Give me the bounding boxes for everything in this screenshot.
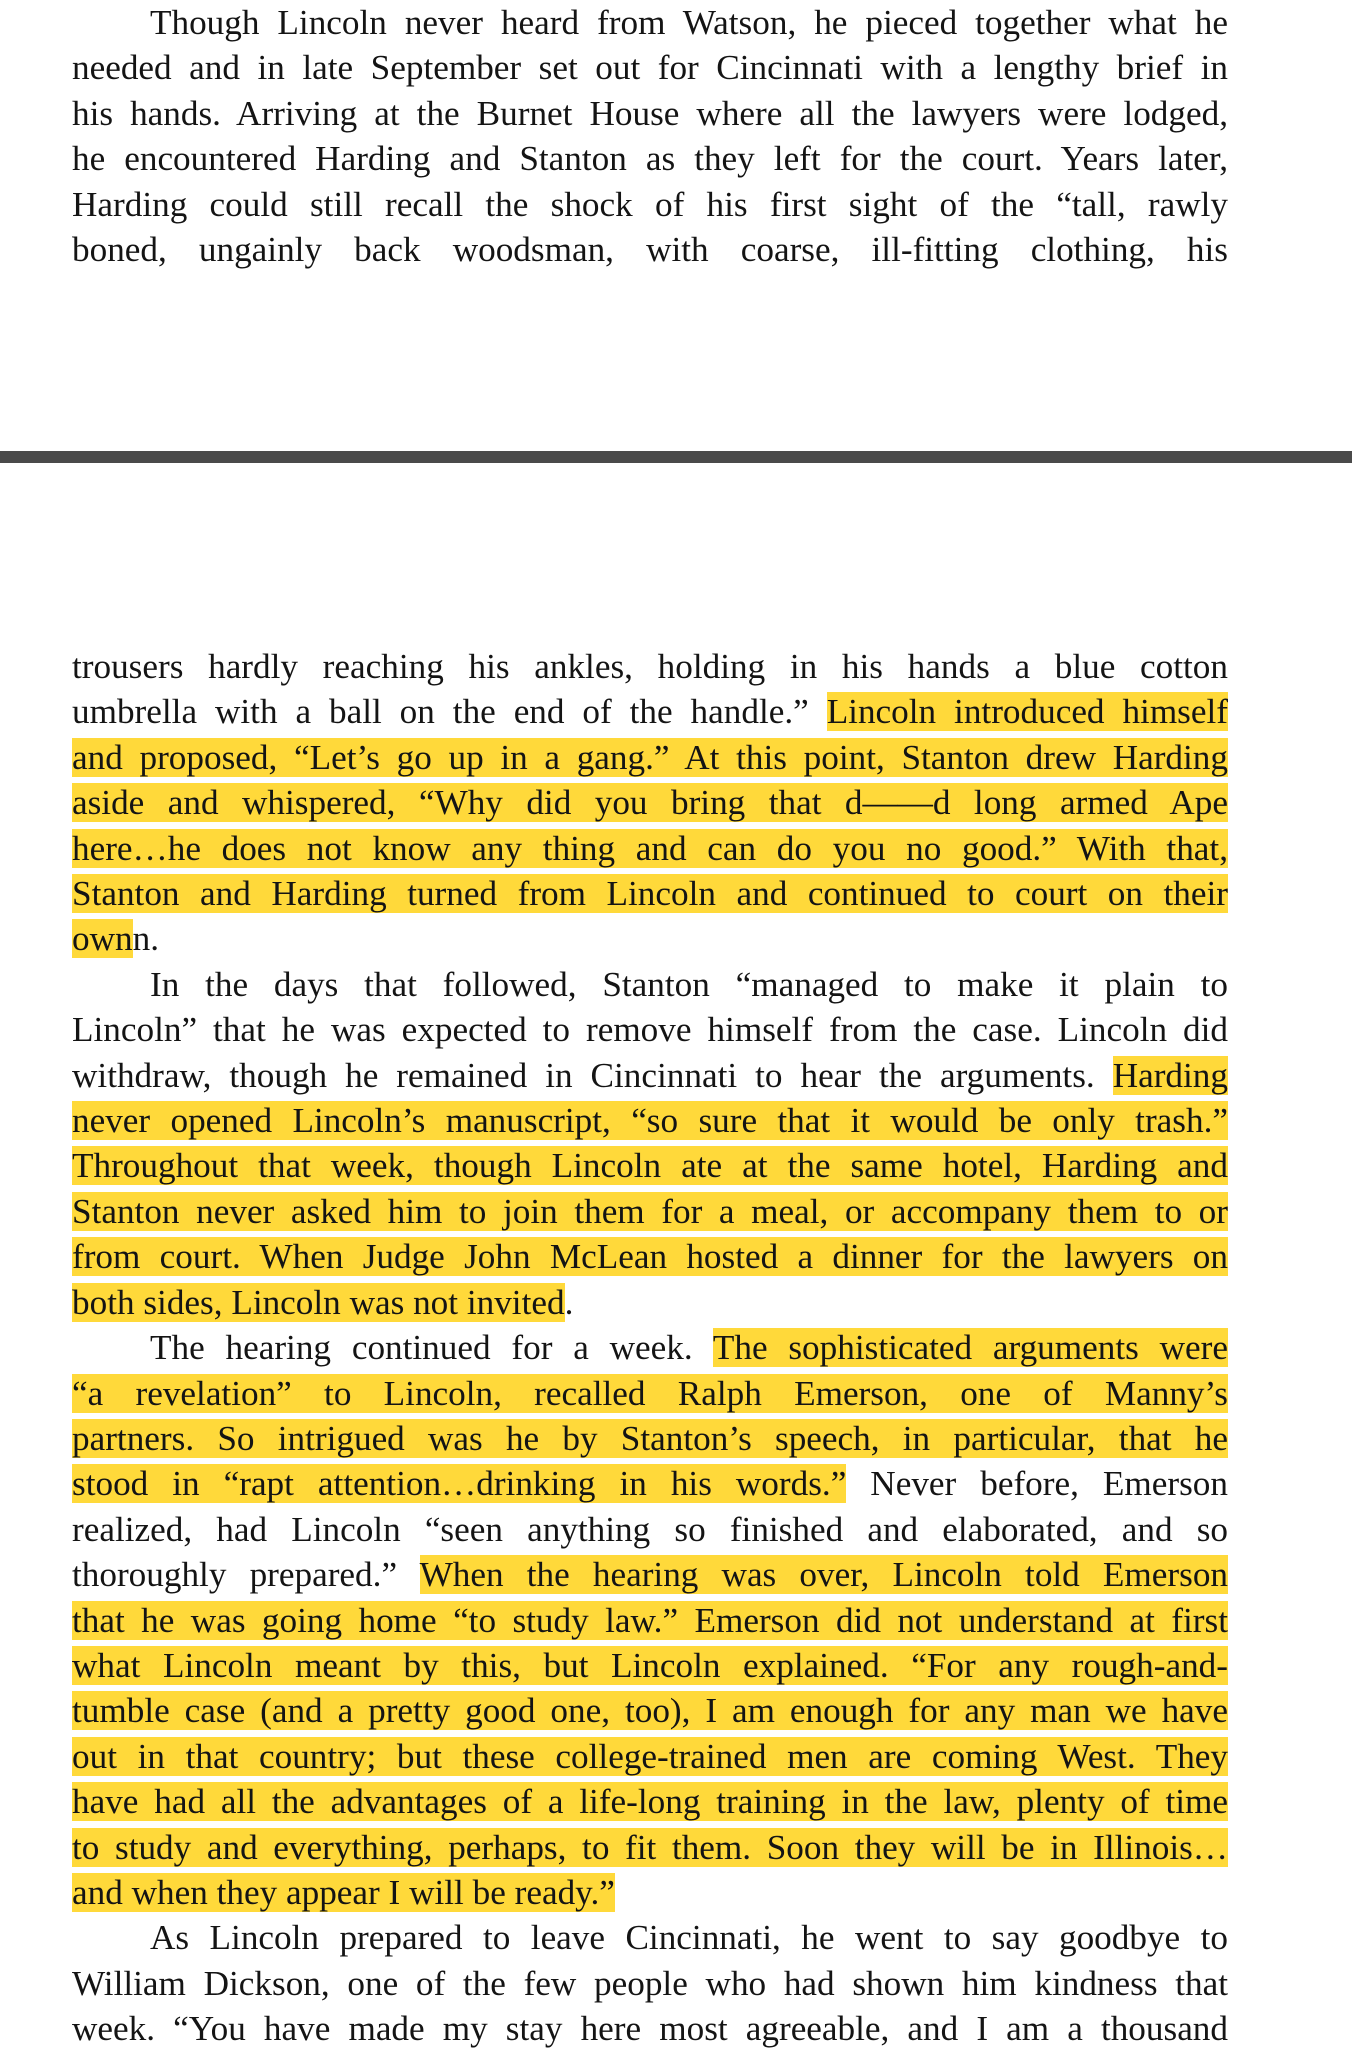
paragraph-top <box>72 0 1228 272</box>
text-segment: Never before, Emerson <box>846 1464 1228 1504</box>
text-line <box>72 1053 1228 1098</box>
text-line <box>72 1870 1228 1915</box>
text-line: his hands. Arriving at the Burnet House where all the lawyers were lodged, <box>72 93 1228 133</box>
text-line <box>72 1371 1228 1416</box>
text-line <box>72 1461 1228 1506</box>
bottom-page-fragment <box>72 644 1228 2052</box>
highlight: from court. When Judge John McLean hosted a dinner for the lawyers on <box>72 1237 1228 1277</box>
text-line: week. “You have made my stay here most agreeable, and I am a thousand <box>72 2009 1228 2049</box>
highlight: aside and whispered, “Why did you bring that d——d long armed Ape <box>72 783 1228 823</box>
text-line <box>72 689 1228 734</box>
text-line <box>72 1779 1228 1824</box>
text-line: In the days that followed, Stanton “managed to make it plain to <box>150 964 1228 1004</box>
text-line: William Dickson, one of the few people who had shown him kindness that <box>72 1963 1228 2003</box>
text-line <box>72 1825 1228 1870</box>
text-line <box>72 871 1228 916</box>
highlight: The sophisticated arguments were <box>712 1328 1229 1368</box>
text-segment: . <box>564 1282 574 1322</box>
text-line: needed and in late September set out for Cincinnati with a lengthy brief in <box>72 48 1228 88</box>
top-page-fragment <box>72 0 1228 272</box>
text-line <box>72 780 1228 825</box>
highlight: that he was going home “to study law.” Emerson did not understand at first <box>72 1600 1228 1640</box>
text-segment: withdraw, though he remained in Cincinnati to hear the arguments. <box>72 1055 1113 1095</box>
text-line <box>72 1552 1228 1597</box>
highlight: out in that country; but these college-trained men are coming West. They <box>72 1736 1228 1776</box>
text-segment: n. <box>132 919 159 959</box>
highlight: Lincoln introduced himself <box>826 692 1228 732</box>
highlight: and when they appear I will be ready.” <box>72 1872 615 1912</box>
text-line <box>72 1734 1228 1779</box>
text-line <box>72 1643 1228 1688</box>
highlight: When the hearing was over, Lincoln told Emerson <box>419 1555 1229 1595</box>
highlight: to study and everything, perhaps, to fit them. Soon they will be in Illinois… <box>72 1827 1228 1867</box>
highlight: stood in “rapt attention…drinking in his words.” <box>72 1464 847 1504</box>
text-line: Though Lincoln never heard from Watson, he pieced together what he <box>150 3 1228 42</box>
text-segment: thoroughly prepared.” <box>72 1555 420 1595</box>
text-line <box>72 1189 1228 1234</box>
page-separator <box>0 451 1352 463</box>
highlight: never opened Lincoln’s manuscript, “so sure that it would be only trash.” <box>72 1101 1228 1141</box>
highlight: partners. So intrigued was he by Stanton’s speech, in particular, that he <box>72 1418 1228 1458</box>
text-segment: umbrella with a ball on the end of the handle.” <box>72 692 827 732</box>
text-line <box>72 1688 1228 1733</box>
text-line: boned, ungainly back woodsman, with coarse, ill-fitting clothing, his <box>72 230 1228 270</box>
text-line: realized, had Lincoln “seen anything so finished and elaborated, and so <box>72 1509 1228 1549</box>
text-line <box>72 1143 1228 1188</box>
text-line: Lincoln” that he was expected to remove himself from the case. Lincoln did <box>72 1010 1228 1050</box>
highlight: Stanton never asked him to join them for a meal, or accompany them to or <box>72 1191 1228 1231</box>
highlight: have had all the advantages of a life-long training in the law, plenty of time <box>72 1782 1228 1822</box>
text-line: As Lincoln prepared to leave Cincinnati, he went to say goodbye to <box>150 1918 1228 1958</box>
text-segment: The hearing continued for a week. <box>150 1328 713 1368</box>
highlight: own <box>72 919 133 959</box>
text-line <box>72 1098 1228 1143</box>
text-line: trousers hardly reaching his ankles, holding in his hands a blue cotton <box>72 647 1228 686</box>
text-line <box>72 916 1228 961</box>
highlight: Stanton and Harding turned from Lincoln and continued to court on their <box>72 874 1228 914</box>
highlight: “a revelation” to Lincoln, recalled Ralph Emerson, one of Manny’s <box>72 1373 1228 1413</box>
text-line <box>72 1325 1228 1370</box>
paragraph-2 <box>72 962 1228 1325</box>
text-line <box>72 1598 1228 1643</box>
paragraph-3 <box>72 1325 1228 1915</box>
text-line <box>72 826 1228 871</box>
highlight: what Lincoln meant by this, but Lincoln explained. “For any rough-and- <box>72 1645 1228 1685</box>
text-line: Harding could still recall the shock of his first sight of the “tall, rawly <box>72 184 1228 224</box>
text-line <box>72 1280 1228 1325</box>
highlight: and proposed, “Let’s go up in a gang.” At this point, Stanton drew Harding <box>72 737 1228 777</box>
highlight: tumble case (and a pretty good one, too), I am enough for any man we have <box>72 1691 1228 1731</box>
text-line <box>72 1234 1228 1279</box>
highlight: Throughout that week, though Lincoln ate at the same hotel, Harding and <box>72 1146 1228 1186</box>
highlight: Harding <box>1112 1055 1228 1095</box>
text-line <box>72 1416 1228 1461</box>
paragraph-4 <box>72 1915 1228 2051</box>
text-line <box>72 735 1228 780</box>
paragraph-1 <box>72 644 1228 962</box>
highlight: both sides, Lincoln was not invited <box>72 1282 565 1322</box>
highlight: here…he does not know any thing and can do you no good.” With that, <box>72 828 1228 868</box>
text-line: he encountered Harding and Stanton as they left for the court. Years later, <box>72 139 1228 179</box>
